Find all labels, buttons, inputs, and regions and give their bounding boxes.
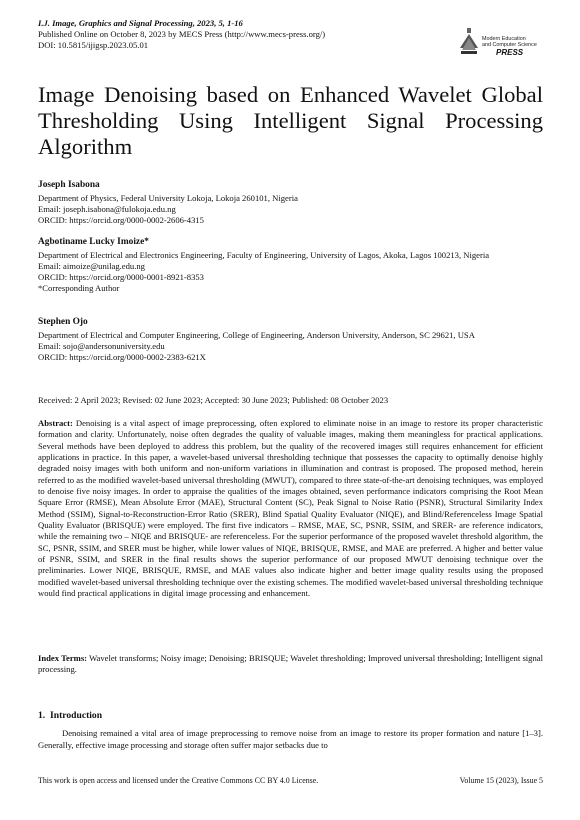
- author-block: [38, 317, 543, 363]
- author-block: [38, 180, 543, 226]
- intro-paragraph: Denoising remained a vital area of image preprocessing to remove noise from an image to restore its proper formation and nature [1–3]. Generally, effective image processing and storage often suffer major setbacks due to: [38, 728, 543, 750]
- page-footer: [38, 776, 543, 786]
- author-orcid: ORCID: https://orcid.org/0000-0002-2383-621X: [38, 352, 206, 362]
- author-name: Agbotiname Lucky Imoize*: [38, 237, 149, 247]
- author-orcid: ORCID: https://orcid.org/0000-0001-8921-8353: [38, 272, 204, 282]
- abstract: [38, 418, 543, 600]
- author-affiliation: Department of Electrical and Computer Engineering, College of Engineering, Anderson University, Anderson, SC 29621, USA: [38, 330, 475, 340]
- author-name: Stephen Ojo: [38, 317, 88, 327]
- abstract-text: Denoising is a vital aspect of image preprocessing, often explored to eliminate noise in an image to restore its proper characteristic formation and clarity. Unfortunately, noise often degrades the quality of valuable images, making them meaningless for practical applications. Several methods have been deployed to address this problem, but the quality of the recovered images still requires enhancement for efficient applications in practice. In this paper, a wavelet-based universal thresholding technique that possesses the capacity to optimally denoise highly degraded noisy images with both uniform and non-uniform variations in illumination and contrast is proposed. The proposed method, herein referred to as the modified wavelet-based universal thresholding (MWUT), compared to three state-of-the-art denoising techniques, was employed to denoise five noisy images. In order to appraise the qualities of the images obtained, seven performance indicators comprising the Root Mean Square Error (RMSE), Mean Absolute Error (MAE), Structural Content (SC), Peak Signal to Noise Ratio (PSNR), Structural Similarity Index Method (SSIM), Signal-to-Reconstruction-Error Ratio (SRER), Blind Spatial Quality Evaluator (NIQE), and Blind/Referenceless Image Spatial Quality Evaluator (BRISQUE) were employed. The first five indicators – RMSE, MAE, SC, PSNR, SSIM, and SRER- are reference indicators, while the remaining two – NIQE and BRISQUE- are referenceless. For the superior performance of the proposed wavelet threshold algorithm, the SC, PSNR, SSIM, and SRER must be higher, while lower values of NIQE, BRISQUE, RMSE, and MAE are preferred. A higher and better value of PSNR, SSIM, and SRER in the final results shows the superior performance of our proposed MWUT denoising technique over the preliminaries. Lower NIQE, BRISQUE, RMSE, and MAE values also indicate higher and better image quality results using the proposed modified wavelet-based universal thresholding technique over the existing schemes. The modified wavelet-based universal thresholding technique would find practical applications in digital image processing and enhancement.: [38, 418, 543, 599]
- index-terms-text: Wavelet transforms; Noisy image; Denoising; BRISQUE; Wavelet thresholding; Improved universal thresholding; Intelligent signal processing.: [38, 653, 543, 675]
- corresponding-note: *Corresponding Author: [38, 283, 120, 293]
- section-number: 1.: [38, 710, 46, 721]
- journal-header: [38, 18, 458, 51]
- mecs-press-logo: [458, 24, 558, 62]
- license-note: This work is open access and licensed under the Creative Commons CC BY 4.0 License.: [38, 776, 319, 785]
- author-affiliation: Department of Electrical and Electronics Engineering, Faculty of Engineering, University of Lagos, Akoka, Lagos 100213, Nigeria: [38, 250, 490, 260]
- author-email: Email: sojo@andersonuniversity.edu: [38, 341, 165, 351]
- section-heading: [38, 710, 102, 721]
- book-stack-icon: [458, 26, 480, 56]
- author-block: [38, 237, 543, 294]
- journal-citation: I.J. Image, Graphics and Signal Processing, 2023, 5, 1-16: [38, 18, 243, 28]
- author-affiliation: Department of Physics, Federal University Lokoja, Lokoja 260101, Nigeria: [38, 193, 298, 203]
- author-name: Joseph Isabona: [38, 180, 100, 190]
- publication-info: Published Online on October 8, 2023 by MECS Press (http://www.mecs-press.org/): [38, 29, 326, 39]
- author-email: Email: aimoize@unilag.edu.ng: [38, 261, 145, 271]
- abstract-label: Abstract:: [38, 418, 73, 428]
- doi: DOI: 10.5815/ijigsp.2023.05.01: [38, 40, 149, 50]
- paper-title: Image Denoising based on Enhanced Wavelet Global Thresholding Using Intelligent Signal Processing Algorithm: [38, 82, 543, 159]
- logo-line-2: and Computer Science: [482, 42, 537, 48]
- index-terms-label: Index Terms:: [38, 653, 88, 663]
- author-email: Email: joseph.isabona@fulokoja.edu.ng: [38, 204, 176, 214]
- volume-info: Volume 15 (2023), Issue 5: [459, 776, 543, 785]
- author-orcid: ORCID: https://orcid.org/0000-0002-2606-4315: [38, 215, 204, 225]
- logo-press: PRESS: [496, 48, 524, 57]
- logo-line-1: Modern Education: [482, 36, 526, 42]
- submission-dates: Received: 2 April 2023; Revised: 02 June 2023; Accepted: 30 June 2023; Published: 08 October 2023: [38, 395, 389, 405]
- section-title: Introduction: [50, 710, 103, 721]
- index-terms: [38, 653, 543, 676]
